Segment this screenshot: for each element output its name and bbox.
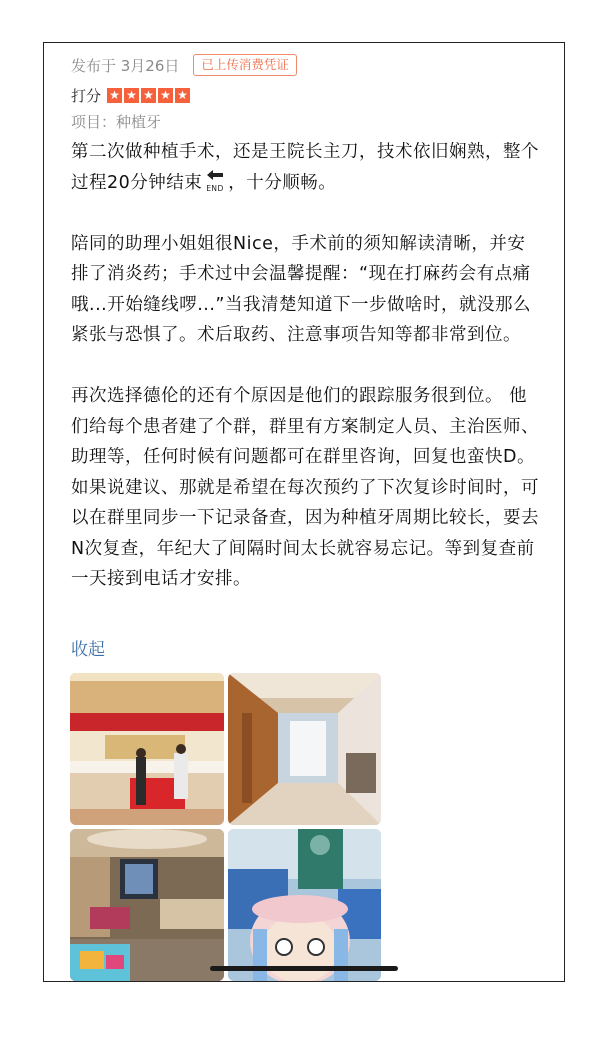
star-icon: ★: [124, 88, 139, 103]
review-paragraph: 陪同的助理小姐姐很Nice，手术前的须知解读清晰，并安排了消炎药；手术过中会温馨提醒：“现在打麻药会有点痛哦...开始缝线啰...”当我清楚知道下一步做啥时，就没那么紧张与恐惧了。术后取药、注意事项告知等都非常到位。: [71, 233, 531, 345]
photo-corridor[interactable]: [228, 673, 381, 825]
photo-reception[interactable]: [70, 673, 224, 825]
review-paragraph: [71, 137, 541, 198]
review-paragraph: 再次选择德伦的还有个原因是他们的跟踪服务很到位。 他们给每个患者建了个群，群里有方案制定人员、主治医师、助理等，任何时候有问题都可在群里咨询，回复也蛮快D。: [71, 386, 539, 467]
review-paragraph: 如果说建议、那就是希望在每次预约了下次复诊时间时，可以在群里同步一下记录备查，因为种植牙周期比较长，要去N次复查，年纪大了间隔时间太长就容易忘记。等到复查前一天接到电话才安排。: [71, 477, 539, 589]
rating-row: [71, 83, 190, 107]
photo-lounge[interactable]: [70, 829, 224, 981]
star-rating: [107, 88, 190, 103]
post-date: 发布于 3月26日: [71, 56, 180, 75]
end-arrow-icon: [204, 168, 226, 194]
collapse-link[interactable]: 收起: [71, 640, 105, 660]
star-icon: ★: [141, 88, 156, 103]
review-meta: [71, 53, 297, 77]
home-indicator[interactable]: [210, 966, 398, 971]
rating-label: 打分: [71, 86, 102, 105]
paragraph-text: 第二次做种植手术，还是王院长主刀，技术依旧娴熟，整个过程20分钟结束: [71, 142, 539, 193]
star-icon: ★: [107, 88, 122, 103]
star-icon: ★: [158, 88, 173, 103]
receipt-badge: 已上传消费凭证: [193, 54, 297, 76]
paragraph-text: ，十分顺畅。: [228, 172, 337, 193]
project-label: 项目：种植牙: [71, 113, 162, 131]
photo-patient[interactable]: [228, 829, 381, 981]
review-card: [43, 42, 565, 982]
star-icon: ★: [175, 88, 190, 103]
end-icon-label: END: [206, 183, 225, 193]
review-body: [71, 137, 541, 595]
